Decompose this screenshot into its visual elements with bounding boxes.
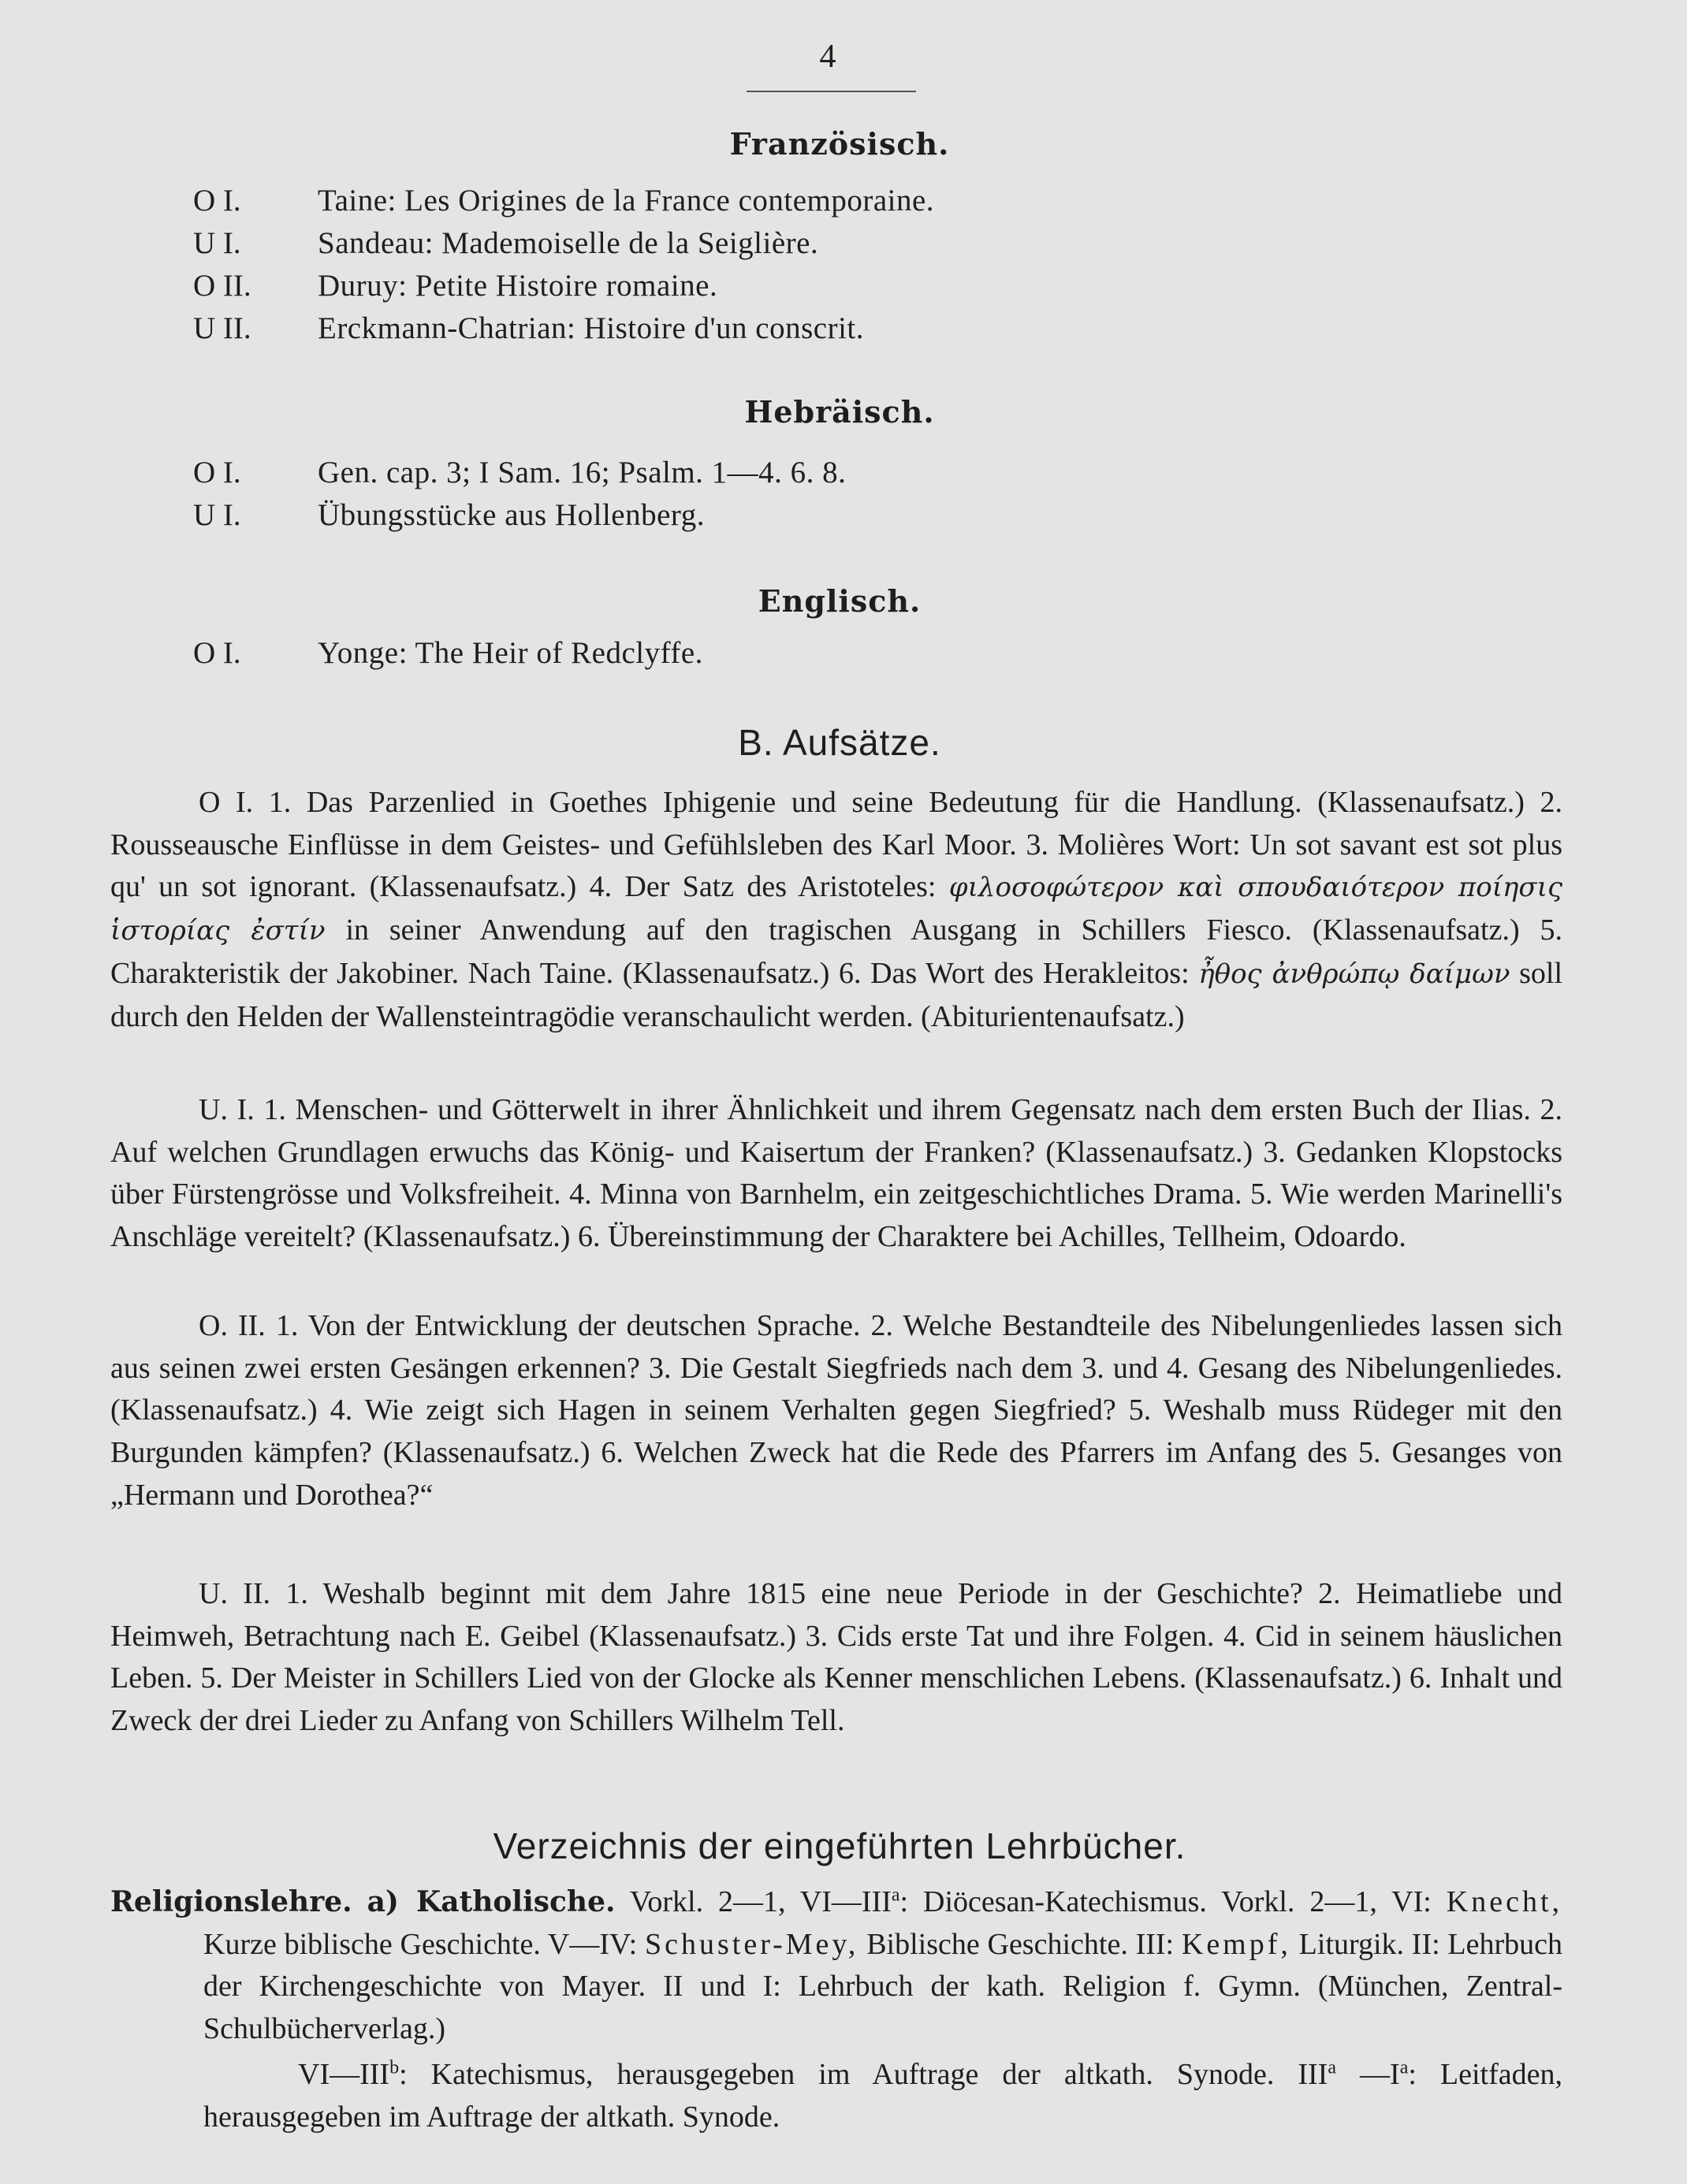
religion-entry: [110, 1881, 1562, 2050]
religion-text: : Diöcesan-Katechismus. Vorkl. 2—1, VI:: [899, 1885, 1432, 1918]
religion-text: : Katechismus, herausgegeben im Auftrage der altkath. Synode. III: [399, 2058, 1328, 2091]
religion-text: Liturgik. II: Lehrbuch der Kirchengeschichte von Mayer. II und I: Lehrbuch der kath. Religion f. Gymn. (München, Zentral-Schulbücherverlag.): [203, 1927, 1563, 2045]
author-name: Knecht,: [1446, 1885, 1562, 1918]
author-name: Schuster-Mey,: [644, 1927, 859, 1961]
class-label: O I.: [193, 184, 241, 218]
class-lead: O I.: [199, 786, 254, 819]
book-title: Gen. cap. 3; I Sam. 16; Psalm. 1—4. 6. 8.: [318, 456, 847, 489]
religion-text: : Leitfaden, herausgegeben im Auftrage der altkath. Synode.: [203, 2058, 1563, 2134]
class-lead: O. II.: [199, 1309, 266, 1342]
class-label: O II.: [193, 269, 251, 303]
section-title-hebraeisch: Hebräisch.: [744, 394, 935, 430]
section-title-englisch: Englisch.: [758, 583, 922, 619]
book-title: Yonge: The Heir of Redclyffe.: [318, 636, 703, 670]
essay-text: 1. Menschen- und Götterwelt in ihrer Ähnlichkeit und ihrem Gegensatz nach dem ersten Buch der Ilias. 2. Auf welchen Grundlagen erwuchs das König- und Kaisertum der Franken? (Klassenaufsatz.) 3. Gedanken Klopstocks über Fürstengrösse und Volksfreiheit. 4. Minna von Barnhelm, ein zeitgeschichtliches Drama. 5. Wie werden Marinelli's Anschläge vereitelt? (Klassenaufsatz.) 6. Übereinstimmung der Charaktere bei Achilles, Tellheim, Odoardo.: [110, 1093, 1562, 1254]
lehrbuecher-heading: Verzeichnis der eingeführten Lehrbücher.: [493, 1825, 1186, 1866]
essay-paragraph-uii: [110, 1573, 1562, 1743]
superscript: a: [891, 1884, 900, 1906]
religion-subtitle: a) Katholische.: [367, 1885, 616, 1918]
page-number: 4: [819, 39, 836, 75]
religion-text: VI—III: [298, 2058, 390, 2091]
superscript: a: [1328, 2057, 1336, 2078]
class-label: U I.: [193, 498, 241, 532]
essay-text: in seiner Anwendung auf den tragischen Ausgang in Schillers Fiesco. (Klassenaufsatz.) 5. Charakteristik der Jakobiner. Nach Taine. (Klassenaufsatz.) 6. Das Wort des Herakleitos:: [110, 913, 1562, 990]
class-label: U I.: [193, 226, 241, 260]
section-title-franzoesisch: Französisch.: [729, 126, 950, 162]
superscript: a: [1399, 2057, 1409, 2078]
essay-text: 1. Das Parzenlied in Goethes Iphigenie und seine Bedeutung für die Handlung. (Klassenaufsatz.) 2. Rousseausche Einflüsse in dem Geistes- und Gefühlsleben des Karl Moor. 3. Molières Wort: Un sot savant est sot plus qu' un sot ignorant. (Klassenaufsatz.) 4. Der Satz des Aristoteles:: [110, 786, 1562, 904]
superscript: b: [389, 2057, 400, 2078]
book-title: Sandeau: Mademoiselle de la Seiglière.: [318, 226, 819, 260]
class-label: O I.: [193, 456, 241, 489]
religion-title: Religionslehre.: [110, 1885, 352, 1918]
religion-text: Kurze biblische Geschichte. V—IV:: [203, 1927, 638, 1961]
religion-text: Vorkl. 2—1, VI—III: [629, 1885, 892, 1918]
aufsaetze-heading: B. Aufsätze.: [738, 722, 941, 763]
class-label: U II.: [193, 311, 251, 345]
greek-quote: ἦθος ἀνθρώπῳ δαίμων: [1198, 958, 1510, 990]
essay-text: soll durch den Helden der Wallensteintragödie veranschaulicht werden. (Abiturientenaufsatz.): [110, 956, 1563, 1033]
religion-text: —I: [1360, 2058, 1400, 2091]
page-number-rule: [747, 91, 916, 92]
book-title: Taine: Les Origines de la France contemporaine.: [318, 184, 935, 218]
essay-paragraph-oii: [110, 1305, 1562, 1517]
essay-text: 1. Weshalb beginnt mit dem Jahre 1815 eine neue Periode in der Geschichte? 2. Heimatliebe und Heimweh, Betrachtung nach E. Geibel (Klassenaufsatz.) 3. Cids erste Tat und ihre Folgen. 4. Cid in seinem häuslichen Leben. 5. Der Meister in Schillers Lied von der Glocke als Kenner menschlichen Lebens. (Klassenaufsatz.) 6. Inhalt und Zweck der drei Lieder zu Anfang von Schillers Wilhelm Tell.: [110, 1577, 1562, 1738]
essay-text: 1. Von der Entwicklung der deutschen Sprache. 2. Welche Bestandteile des Nibelungenliedes lassen sich aus seinen zwei ersten Gesängen erkennen? 3. Die Gestalt Siegfrieds nach dem 3. und 4. Gesang des Nibelungenliedes. (Klassenaufsatz.) 4. Wie zeigt sich Hagen in seinem Verhalten gegen Siegfried? 5. Weshalb muss Rüdeger mit den Burgunden kämpfen? (Klassenaufsatz.) 6. Welchen Zweck hat die Rede des Pfarrers im Anfang des 5. Gesanges von „Hermann und Dorothea?“: [110, 1309, 1563, 1512]
class-lead: U. I.: [199, 1093, 255, 1126]
author-name: Kempf,: [1181, 1927, 1291, 1961]
book-title: Übungsstücke aus Hollenberg.: [318, 498, 705, 532]
religion-text: Biblische Geschichte. III:: [866, 1927, 1175, 1961]
class-lead: U. II.: [199, 1577, 271, 1610]
class-label: O I.: [193, 636, 241, 670]
religion-entry-altkath: [203, 2054, 1562, 2138]
greek-quote: φιλοσοφώτερον καὶ σπουδαιότερον ποίησις ἱστορίας ἐστίν: [110, 872, 1562, 947]
book-title: Erckmann-Chatrian: Histoire d'un conscrit.: [318, 311, 865, 345]
essay-paragraph-ui: [110, 1089, 1562, 1259]
essay-paragraph-oi: [110, 782, 1562, 1038]
book-title: Duruy: Petite Histoire romaine.: [318, 269, 718, 303]
